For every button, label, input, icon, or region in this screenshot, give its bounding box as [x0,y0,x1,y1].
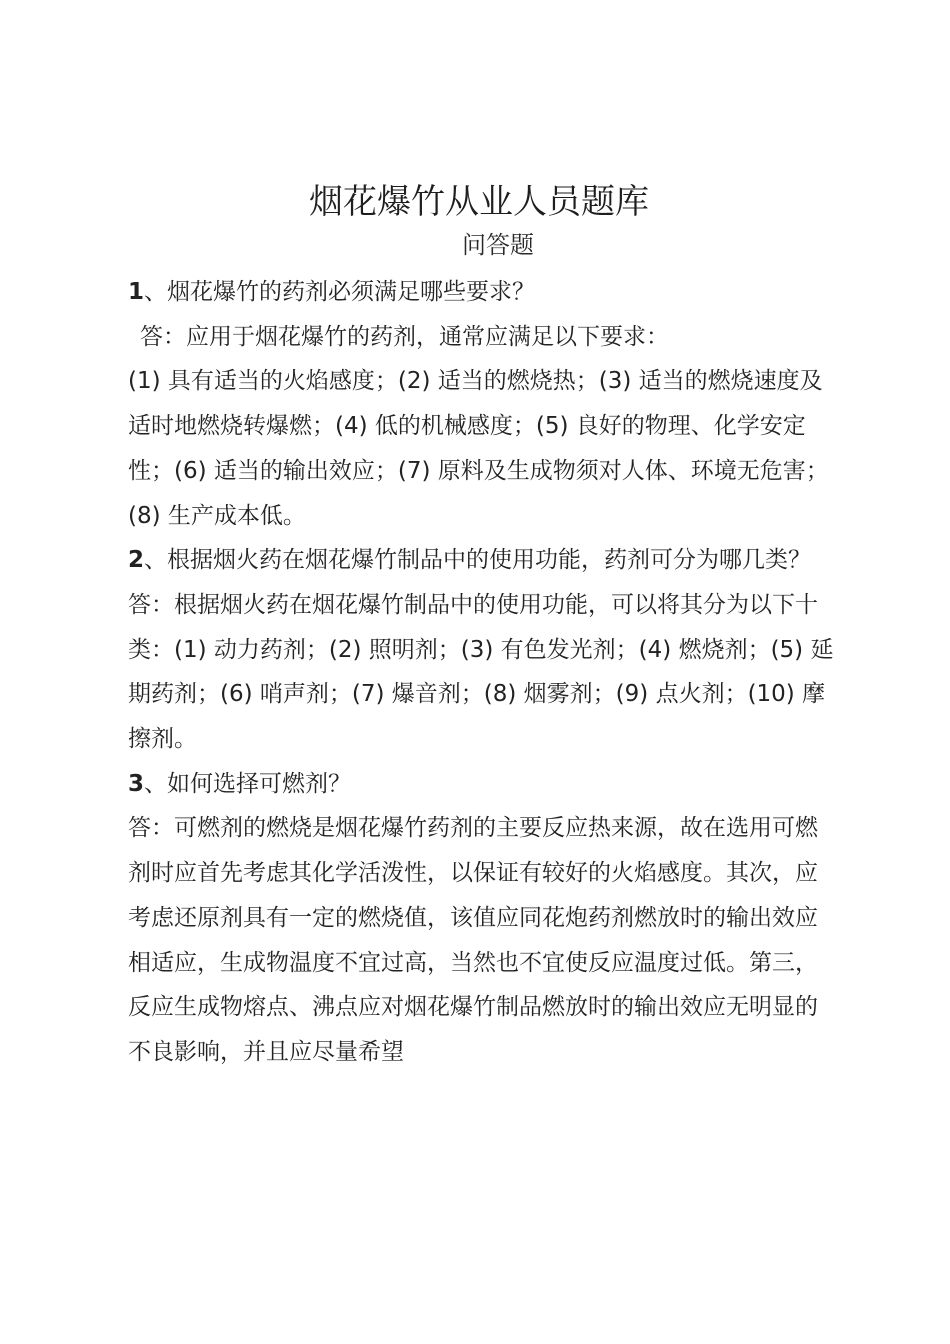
question-text: 、根据烟火药在烟花爆竹制品中的使用功能，药剂可分为哪几类？ [144,547,812,574]
answer-3: 答：可燃剂的燃烧是烟花爆竹药剂的主要反应热来源，故在选用可燃剂时应首先考虑其化学活泼性，以保证有较好的火焰感度。其次，应考虑还原剂具有一定的燃烧值，该值应同花炮药剂燃放时的输出效应相适应，生成物温度不宜过高，当然也不宜使反应温度过低。第三，反应生成物熔点、沸点应对烟花爆竹制品燃放时的输出效应无明显的不良影响，并且应尽量希望 [128,815,818,1065]
answer-1-intro: 答：应用于烟花爆竹的药剂，通常应满足以下要求： [140,323,669,350]
document-body [128,270,834,1075]
document-subtitle: 问答题 [462,231,534,259]
answer-2: 答：根据烟火药在烟花爆竹制品中的使用功能，可以将其分为以下十类：(1) 动力药剂；(2) 照明剂；(3) 有色发光剂；(4) 燃烧剂；(5) 延期药剂；(6) 哨声剂；(7) 爆音剂；(8) 烟雾剂；(9) 点火剂；(10) 摩擦剂。 [128,591,834,753]
question-number: 1 [128,279,145,305]
question-1 [128,270,834,315]
question-3 [128,762,834,807]
document-title: 烟花爆竹从业人员题库 [309,182,649,222]
answer-1: (1) 具有适当的火焰感度；(2) 适当的燃烧热；(3) 适当的燃烧速度及适时地燃烧转爆燃；(4) 低的机械感度；(5) 良好的物理、化学安定性；(6) 适当的输出效应；(7) 原料及生成物须对人体、环境无危害；(8) 生产成本低。 [128,368,829,529]
question-number: 3 [128,770,145,797]
question-number: 2 [128,547,145,574]
question-text: 、如何选择可燃剂？ [144,770,352,797]
question-2 [128,538,834,583]
question-text: 、烟花爆竹的药剂必须满足哪些要求？ [144,279,536,305]
